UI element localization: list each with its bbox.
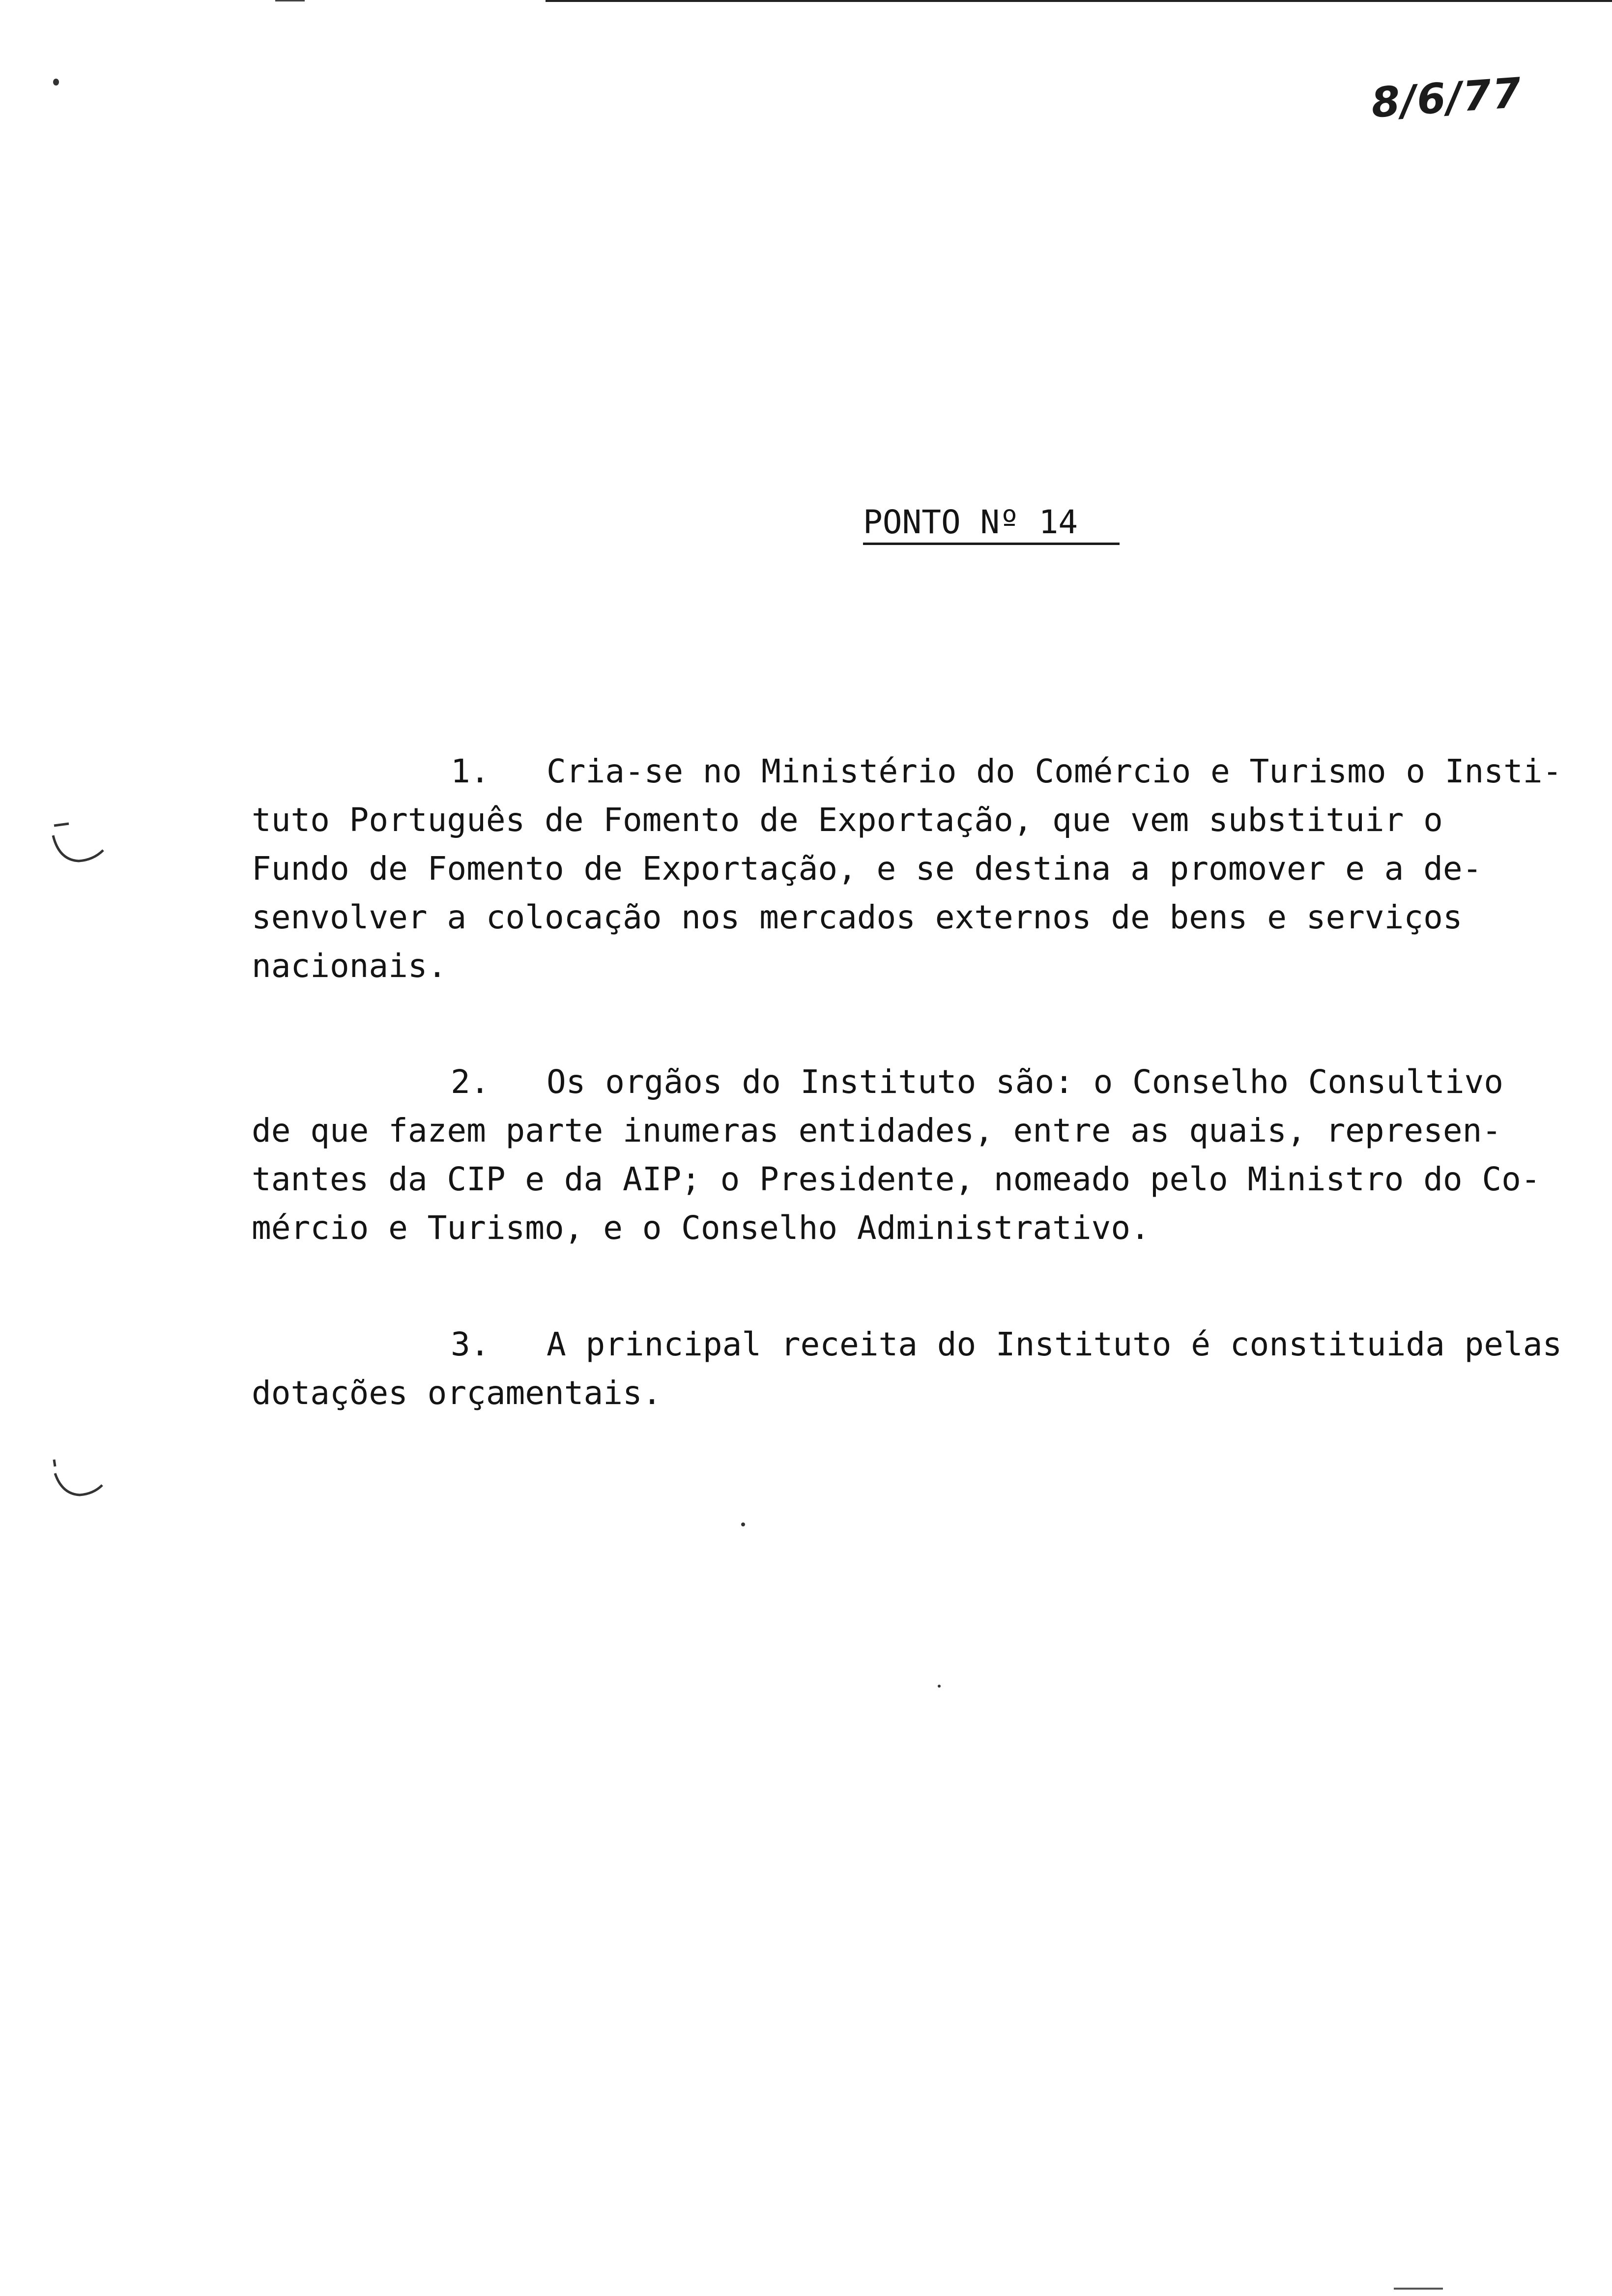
paragraph-text: A principal receita do Instituto é constituida pelas bbox=[547, 1325, 1562, 1363]
paragraph-line: mércio e Turismo, e o Conselho Administrativo. bbox=[252, 1209, 1150, 1247]
scan-edge-mark bbox=[275, 0, 305, 1]
handwritten-date: 8/6/77 bbox=[1369, 68, 1524, 127]
paragraph-line: tuto Português de Fomento de Exportação, que vem substituir o bbox=[252, 801, 1443, 839]
paragraph-line: de que fazem parte inumeras entidades, entre as quais, represen- bbox=[252, 1112, 1502, 1149]
scan-edge-mark bbox=[1394, 2288, 1443, 2290]
paragraph-number: 2. bbox=[451, 1063, 490, 1101]
paragraph-number: 3. bbox=[451, 1325, 490, 1363]
speck bbox=[741, 1522, 745, 1526]
paragraph-line: senvolver a colocação nos mercados externos de bens e serviços bbox=[252, 898, 1463, 936]
paragraph-line bbox=[252, 1058, 1579, 1106]
scan-edge-line bbox=[546, 0, 1612, 2]
paragraph-line: tantes da CIP e da AIP; o Presidente, nomeado pelo Ministro do Co- bbox=[252, 1160, 1541, 1198]
paragraph-line: dotações orçamentais. bbox=[252, 1374, 662, 1412]
title-underline bbox=[863, 543, 1120, 545]
paragraph-1 bbox=[252, 747, 1579, 990]
paragraph-line: Fundo de Fomento de Exportação, e se destina a promover e a de- bbox=[252, 850, 1482, 888]
paragraph-2 bbox=[252, 1058, 1579, 1252]
paragraph-line: nacionais. bbox=[252, 947, 447, 985]
binder-hole-mark bbox=[44, 806, 113, 870]
paragraph-line bbox=[252, 747, 1579, 796]
speck bbox=[938, 1685, 941, 1688]
punch-dot bbox=[53, 79, 59, 86]
paragraph-number: 1. bbox=[451, 752, 490, 790]
paragraph-3 bbox=[252, 1320, 1579, 1417]
binder-hole-mark bbox=[44, 1455, 113, 1509]
paragraph-text: Os orgãos do Instituto são: o Conselho Consultivo bbox=[547, 1063, 1504, 1101]
page-title: PONTO Nº 14 bbox=[863, 503, 1078, 541]
paragraph-text: Cria-se no Ministério do Comércio e Turismo o Insti- bbox=[547, 752, 1562, 790]
paragraph-line bbox=[252, 1320, 1579, 1369]
